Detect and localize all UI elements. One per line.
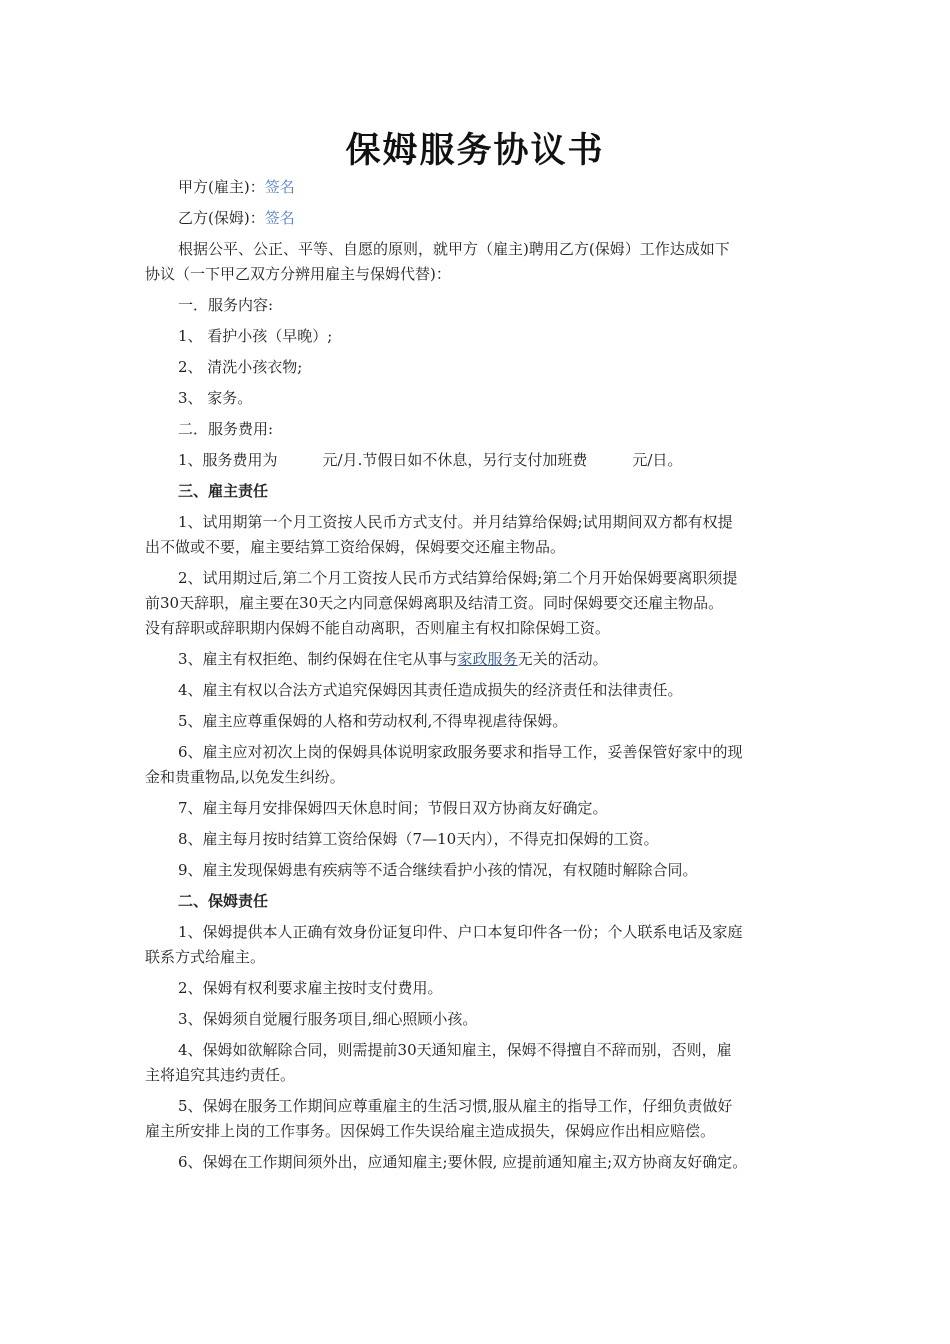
section4-heading: 二、保姆责任 <box>178 892 269 910</box>
section3-item3-after: 无关的活动。 <box>517 650 608 668</box>
section3-item6-line1: 6、雇主应对初次上岗的保姆具体说明家政服务要求和指导工作，妥善保管好家中的现 <box>178 743 743 761</box>
section4-item5-line2: 雇主所安排上岗的工作事务。因保姆工作失误给雇主造成损失，保姆应作出相应赔偿。 <box>145 1122 716 1140</box>
party-b-line <box>178 206 295 230</box>
section3-item4: 4、雇主有权以合法方式追究保姆因其责任造成损失的经济责任和法律责任。 <box>178 681 683 699</box>
section3-item6-line2: 金和贵重物品,以免发生纠纷。 <box>145 768 345 786</box>
section4-item6: 6、保姆在工作期间须外出，应通知雇主;要休假, 应提前通知雇主;双方协商友好确定。 <box>178 1153 748 1171</box>
intro-line-2: 协议（一下甲乙双方分辨用雇主与保姆代替)： <box>145 265 451 283</box>
party-b-signature[interactable]: 签名 <box>264 209 295 227</box>
section1-heading: 一．服务内容: <box>178 296 274 314</box>
section3-item1-line2: 出不做或不要，雇主要结算工资给保姆，保姆要交还雇主物品。 <box>145 538 566 556</box>
section3-item9: 9、雇主发现保姆患有疾病等不适合继续看护小孩的情况，有权随时解除合同。 <box>178 861 698 879</box>
section3-item2-line1: 2、试用期过后,第二个月工资按人民币方式结算给保姆;第二个月开始保姆要离职须提 <box>178 569 738 587</box>
section2-fee-line: 1、服务费用为 元/月.节假日如不休息，另行支付加班费 元/日。 <box>178 451 683 469</box>
document-title: 保姆服务协议书 <box>345 131 605 171</box>
section3-heading: 三、雇主责任 <box>178 482 269 500</box>
section3-item7: 7、雇主每月安排保姆四天休息时间；节假日双方协商友好确定。 <box>178 799 608 817</box>
section3-item1-line1: 1、试用期第一个月工资按人民币方式支付。并月结算给保姆;试用期间双方都有权提 <box>178 513 733 531</box>
section3-item3 <box>178 647 608 671</box>
section4-item2: 2、保姆有权利要求雇主按时支付费用。 <box>178 979 443 997</box>
section1-item-3: 3、 家务。 <box>178 389 253 407</box>
section3-item2-line3: 没有辞职或辞职期内保姆不能自动离职，否则雇主有权扣除保姆工资。 <box>145 619 611 637</box>
party-a-line <box>178 175 295 199</box>
section4-item1-line1: 1、保姆提供本人正确有效身份证复印件、户口本复印件各一份；个人联系电话及家庭 <box>178 923 743 941</box>
section1-item-2: 2、 清洗小孩衣物; <box>178 358 303 376</box>
domestic-service-link[interactable]: 家政服务 <box>457 650 518 668</box>
section1-item-1: 1、 看护小孩（早晚）; <box>178 327 333 345</box>
party-a-label: 甲方(雇主)： <box>178 178 265 196</box>
section4-item4-line1: 4、保姆如欲解除合同，则需提前30天通知雇主，保姆不得擅自不辞而别，否则，雇 <box>178 1041 732 1059</box>
section4-item1-line2: 联系方式给雇主。 <box>145 948 266 966</box>
intro-line-1: 根据公平、公正、平等、自愿的原则，就甲方（雇主)聘用乙方(保姆）工作达成如下 <box>178 240 730 258</box>
section4-item5-line1: 5、保姆在服务工作期间应尊重雇主的生活习惯,服从雇主的指导工作，仔细负责做好 <box>178 1097 733 1115</box>
section4-item3: 3、保姆须自觉履行服务项目,细心照顾小孩。 <box>178 1010 478 1028</box>
section4-item4-line2: 主将追究其违约责任。 <box>145 1066 296 1084</box>
section3-item5: 5、雇主应尊重保姆的人格和劳动权利,不得卑视虐待保姆。 <box>178 712 568 730</box>
section3-item2-line2: 前30天辞职，雇主要在30天之内同意保姆离职及结清工资。同时保姆要交还雇主物品。 <box>145 594 724 612</box>
section2-heading: 二．服务费用: <box>178 420 274 438</box>
party-b-label: 乙方(保姆)： <box>178 209 265 227</box>
party-a-signature[interactable]: 签名 <box>264 178 295 196</box>
section3-item8: 8、雇主每月按时结算工资给保姆（7—10天内），不得克扣保姆的工资。 <box>178 830 659 848</box>
section3-item3-before: 3、雇主有权拒绝、制约保姆在住宅从事与 <box>178 650 458 668</box>
